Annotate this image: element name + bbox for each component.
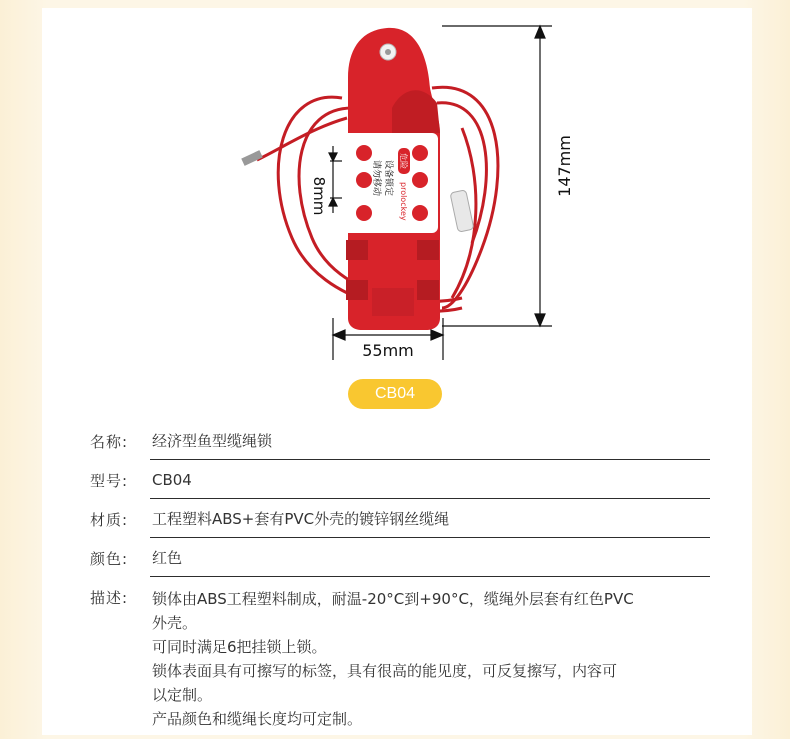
description-line: 以定制。	[152, 686, 213, 704]
spec-value: 红色	[150, 538, 710, 577]
height-dimension: 147mm	[555, 135, 574, 197]
spec-label: 颜色:	[90, 550, 129, 568]
description-line: 锁体由ABS工程塑料制成，耐温-20°C到+90°C，缆绳外层套有红色PVC	[152, 590, 634, 608]
hole-spacing-dimension: 8mm	[310, 176, 328, 216]
brand-text: prolockey	[399, 182, 408, 221]
spec-label: 材质:	[90, 511, 129, 529]
product-image	[42, 8, 752, 408]
danger-text: 危险	[399, 153, 408, 169]
model-badge: CB04	[348, 379, 442, 409]
label-line1: 设备锁定	[383, 159, 393, 197]
spec-value: CB04	[150, 460, 710, 499]
spec-row-material	[90, 499, 710, 538]
spec-row-model	[90, 460, 710, 499]
spec-row-description	[90, 577, 710, 739]
spec-row-color	[90, 538, 710, 577]
cable-sleeve	[450, 190, 474, 232]
description-text	[150, 577, 710, 739]
spec-row-name	[90, 421, 710, 460]
spec-list	[90, 421, 710, 739]
spec-value: 工程塑料ABS+套有PVC外壳的镀锌钢丝缆绳	[150, 499, 710, 538]
cable-end	[241, 150, 263, 166]
description-line: 可同时满足6把挂锁上锁。	[152, 638, 327, 656]
label-line2: 请勿移动	[371, 159, 381, 197]
width-dimension: 55mm	[362, 341, 414, 360]
description-line: 锁体表面具有可擦写的标签，具有很高的能见度，可反复擦写，内容可	[152, 662, 618, 680]
description-line: 产品颜色和缆绳长度均可定制。	[152, 710, 363, 728]
product-card	[42, 8, 752, 735]
spec-label: 名称:	[90, 433, 129, 451]
spec-label: 型号:	[90, 472, 129, 490]
description-line: 外壳。	[152, 614, 198, 632]
spec-label: 描述:	[90, 589, 129, 607]
spec-value: 经济型鱼型缆绳锁	[150, 421, 710, 460]
